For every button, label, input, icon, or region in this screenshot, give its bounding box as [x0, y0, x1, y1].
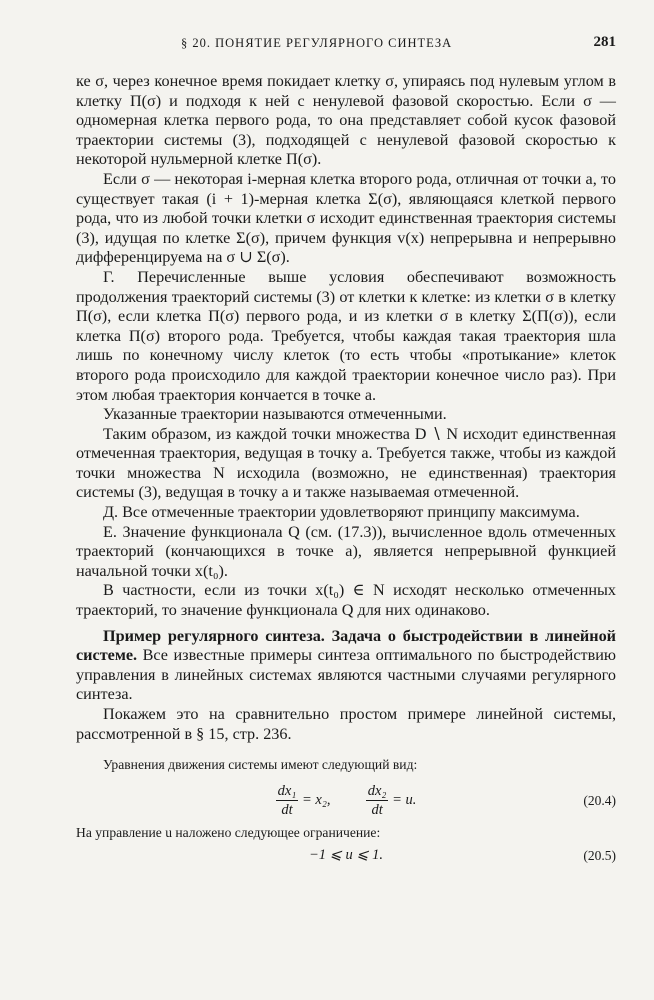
paragraph-7: Е. Значение функционала Q (см. (17.3)), вычисленное вдоль отмеченных траекторий (кончающихся в точке a), является непрерывной функцией начальной точки x(t₀).	[76, 522, 616, 580]
small-paragraph-2: На управление u наложено следующее ограничение:	[76, 825, 381, 841]
equation-20-5	[76, 844, 616, 870]
fraction-dx1-dt: $\frac{\text{dx₁}}{dt}$	[277, 783, 297, 819]
small-paragraph-1: Уравнения движения системы имеют следующий вид:	[103, 757, 418, 773]
equation-20-4: $\frac{\text{dx₁}}{dt}$ = x₂, $\frac{\text{dx₂}}{dt}$ = u. (20.4)	[277, 783, 616, 819]
paragraph-example	[76, 627, 616, 705]
paragraph-4: Указанные траектории называются отмеченными.	[103, 405, 447, 424]
example-text: Все известные примеры синтеза оптимального по быстродействию управления в линейных системах являются частными случаями регулярного синтеза.	[76, 646, 616, 704]
paragraph-10: Покажем это на сравнительно простом примере линейной системы, рассмотренной в § 15, стр. 236.	[76, 705, 616, 743]
paragraph-8: В частности, если из точки x(t₀) ∈ N исходят несколько отмеченных траекторий, то значение функционала Q для них одинаково.	[76, 581, 616, 620]
small-print-block	[76, 756, 616, 870]
paragraph-3: Г. Перечисленные выше условия обеспечивают возможность продолжения траекторий системы (3) от клетки к клетке: из клетки σ в клетку Π(σ), если клетка Π(σ) первого рода, и из клетки σ в клетку Σ(Π(σ)), если клетка Π(σ) второго рода. Требуется, чтобы каждая такая траектория шла лишь по конечному числу клеток (то есть чтобы «протыкание» клеток второго рода происходило для каждой траектории конечное число раз). При этом любая траектория кончается в точке a.	[76, 267, 616, 404]
page-body	[76, 72, 616, 870]
equation-number-20-4: (20.4)	[583, 793, 616, 809]
fraction-dx2-dt: $\frac{\text{dx₂}}{dt}$	[367, 783, 387, 819]
paragraph-6: Д. Все отмеченные траектории удовлетворяют принципу максимума.	[103, 503, 580, 522]
paragraph-2: Если σ — некоторая i-мерная клетка второго рода, отличная от точки a, то существует такая (i + 1)-мерная клетка Σ(σ), являющаяся клеткой первого рода, что из любой точки клетки σ исходит единственная траектория системы (3), идущая по клетке Σ(σ), причем функция v(x) непрерывна и непрерывно дифференцируема на σ ∪ Σ(σ).	[76, 169, 616, 267]
paragraph-5: Таким образом, из каждой точки множества D ∖ N исходит единственная отмеченная траектория, ведущая в точку a. Требуется также, чтобы из каждой точки множества N исходила (возможно, не единственная) траектория системы (3), ведущая в точку a и также называемая отмеченной.	[76, 424, 616, 502]
running-head: § 20. ПОНЯТИЕ РЕГУЛЯРНОГО СИНТЕЗА	[181, 36, 453, 50]
paragraph-1: ке σ, через конечное время покидает клетку σ, упираясь под нулевым углом в клетку Π(σ) и подходя к ней с ненулевой фазовой скоростью. Если σ — одномерная клетка первого рода, то она представляет собой кусок фазовой траектории системы (3), подходящей с ненулевой фазовой скоростью к некоторой нульмерной клетке Π(σ).	[76, 72, 616, 169]
equation-20-5-body: −1 ⩽ u ⩽ 1.	[309, 847, 383, 864]
equation-number-20-5: (20.5)	[583, 848, 616, 864]
page-number: 281	[593, 34, 616, 50]
example-heading: Пример регулярного синтеза. Задача о быстродействии в линейной системе.	[76, 626, 616, 665]
page-header	[76, 34, 616, 56]
